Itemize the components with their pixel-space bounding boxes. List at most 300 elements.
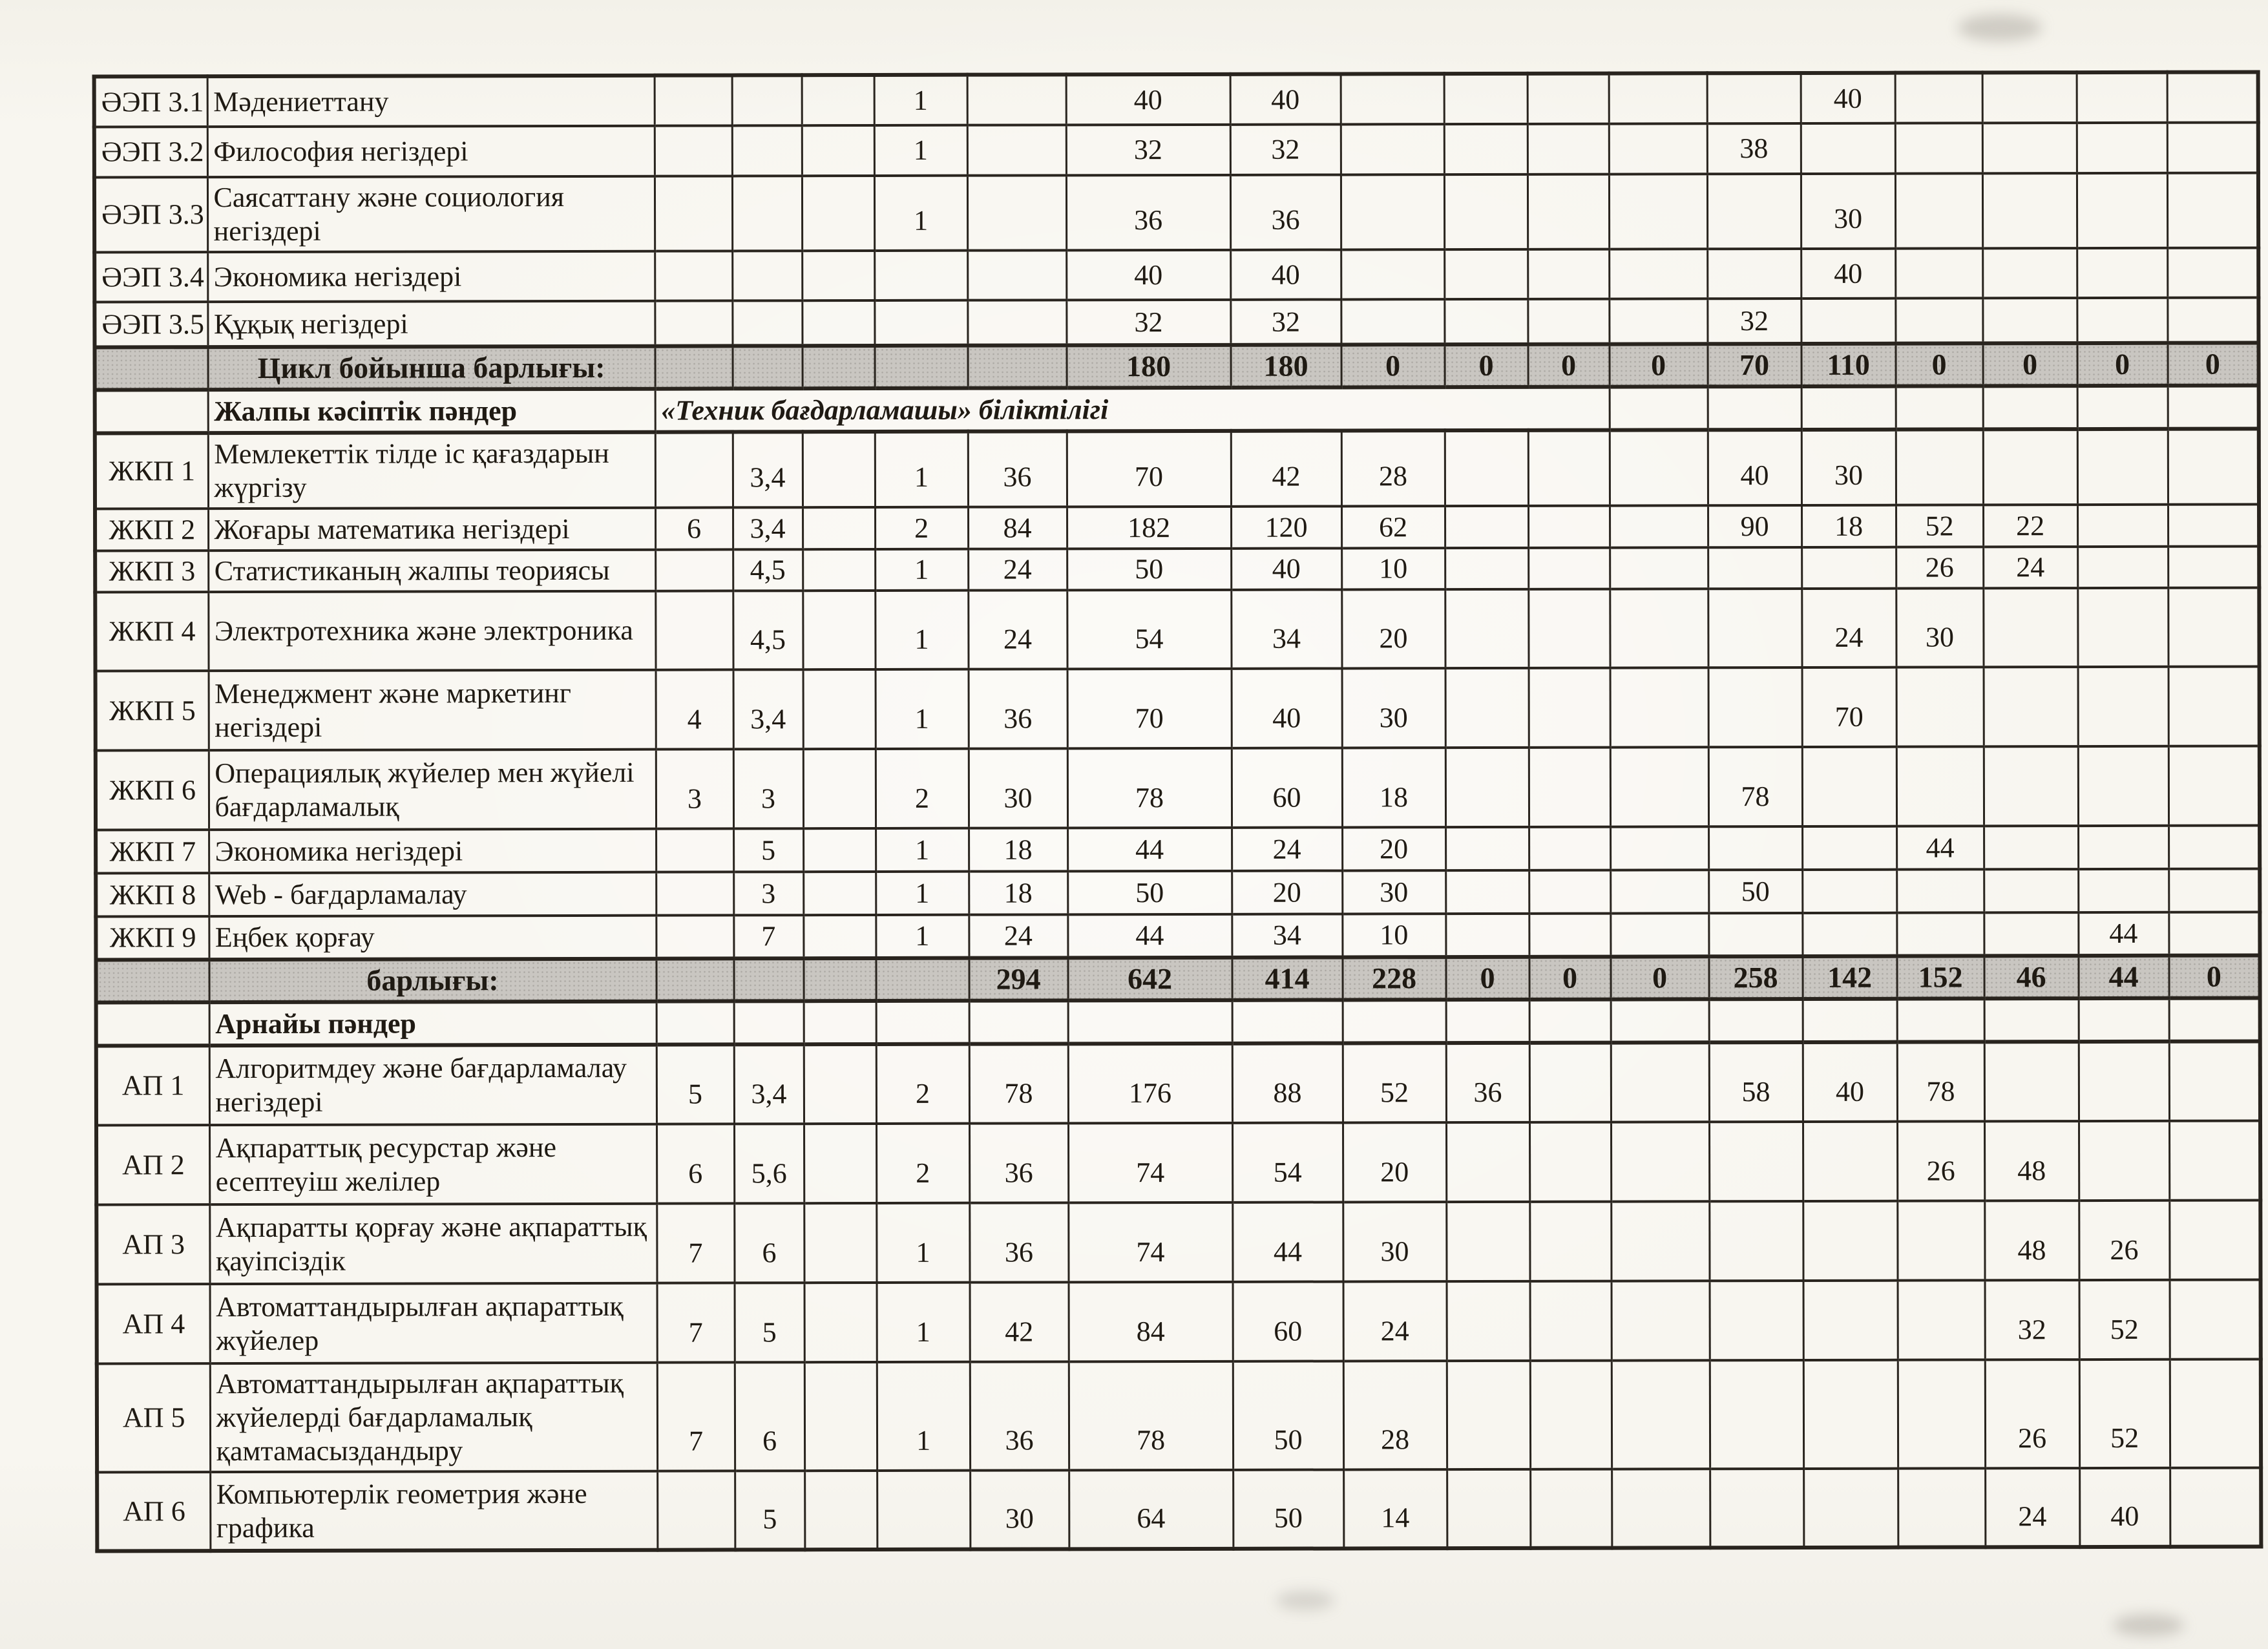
subject-code: ЖКП 3 <box>95 551 208 592</box>
value-cell <box>1610 430 1708 505</box>
subject-name: Құқық негіздері <box>207 301 655 347</box>
empty-cell <box>2169 998 2260 1041</box>
value-cell: 5,6 <box>734 1124 804 1203</box>
value-cell <box>1895 248 1982 298</box>
value-cell: 32 <box>1707 299 1801 344</box>
curriculum-table <box>92 70 2263 1553</box>
totals-code-cell <box>94 347 207 390</box>
subject-row <box>94 122 2258 177</box>
value-cell <box>732 75 802 125</box>
totals-value-cell: 70 <box>1707 344 1801 386</box>
value-cell <box>1612 1469 1710 1548</box>
value-cell <box>1610 667 1708 747</box>
totals-value-cell: 0 <box>1528 344 1609 387</box>
value-cell <box>1530 1361 1612 1469</box>
value-cell: 40 <box>1232 668 1342 748</box>
value-cell <box>1801 123 1895 174</box>
value-cell: 5 <box>735 1471 804 1549</box>
empty-cell <box>969 1000 1068 1044</box>
subject-code: ӘЭП 3.2 <box>94 127 207 177</box>
value-cell <box>2079 1042 2169 1121</box>
value-cell: 40 <box>1230 74 1341 124</box>
value-cell: 3 <box>656 749 733 828</box>
value-cell <box>2077 248 2167 298</box>
value-cell: 38 <box>1707 123 1801 174</box>
value-cell: 5 <box>733 828 803 872</box>
value-cell: 40 <box>1708 430 1801 505</box>
value-cell <box>2078 746 2168 826</box>
value-cell: 26 <box>1896 547 1983 588</box>
value-cell <box>1801 547 1896 589</box>
value-cell: 32 <box>1066 300 1230 346</box>
value-cell <box>1982 123 2077 173</box>
value-cell: 50 <box>1067 871 1232 915</box>
value-cell <box>2170 1359 2261 1467</box>
value-cell: 74 <box>1068 1123 1232 1203</box>
value-cell: 58 <box>1709 1042 1803 1122</box>
value-cell <box>1446 1122 1529 1202</box>
empty-cell <box>2168 385 2259 428</box>
subject-row <box>95 587 2259 671</box>
subject-row <box>95 504 2259 551</box>
value-cell <box>2170 1467 2261 1546</box>
value-cell: 3 <box>733 872 803 915</box>
value-cell <box>1444 249 1528 299</box>
value-cell: 40 <box>1230 249 1341 299</box>
subject-code: ЖКП 2 <box>95 509 208 551</box>
value-cell <box>1803 1281 1898 1360</box>
value-cell: 78 <box>1067 748 1232 828</box>
value-cell <box>802 75 874 125</box>
subject-row <box>97 1359 2261 1472</box>
totals-value-cell: 228 <box>1342 957 1445 1000</box>
value-cell: 26 <box>2079 1201 2169 1280</box>
value-cell <box>2077 123 2167 173</box>
value-cell: 120 <box>1231 506 1341 548</box>
empty-cell <box>1610 386 1708 430</box>
totals-value-cell: 294 <box>969 958 1067 1000</box>
value-cell: 50 <box>1708 870 1802 913</box>
empty-cell <box>1343 1000 1446 1043</box>
value-cell: 5 <box>656 1044 734 1124</box>
value-cell: 36 <box>1446 1043 1529 1122</box>
value-cell: 20 <box>1341 589 1445 668</box>
section-title: Жалпы кәсіптік пәндер <box>208 389 655 433</box>
value-cell <box>803 549 875 591</box>
subject-name: Менеджмент және маркетинг негіздері <box>209 670 656 750</box>
value-cell <box>1341 249 1444 299</box>
value-cell <box>1802 870 1896 913</box>
value-cell: 36 <box>1066 175 1230 251</box>
value-cell: 24 <box>968 549 1067 590</box>
subject-name: Ақпаратты қорғау және ақпараттық қауіпсіздік <box>209 1204 656 1284</box>
totals-value-cell: 0 <box>2077 343 2167 386</box>
value-cell: 44 <box>1067 914 1232 958</box>
value-cell: 84 <box>968 507 1067 549</box>
subject-row <box>94 297 2258 347</box>
section-header-row <box>95 385 2259 433</box>
value-cell <box>803 591 875 669</box>
totals-value-cell: 0 <box>1609 344 1707 386</box>
subject-name: Философия негіздері <box>207 126 655 177</box>
value-cell <box>874 251 967 300</box>
value-cell <box>803 828 876 872</box>
subject-name: Статистиканың жалпы теориясы <box>208 550 655 592</box>
value-cell <box>1609 249 1707 299</box>
value-cell <box>1609 123 1707 174</box>
value-cell: 22 <box>1983 505 2077 547</box>
empty-cell <box>1801 386 1896 430</box>
empty-cell <box>1803 999 1897 1042</box>
empty-cell <box>1611 999 1709 1042</box>
value-cell: 1 <box>876 828 969 872</box>
value-cell <box>732 300 802 346</box>
totals-value-cell <box>803 958 876 1001</box>
subject-name: Ақпараттық ресурстар және есептеуіш желілер <box>209 1124 656 1204</box>
subject-name: Экономика негіздері <box>207 251 655 302</box>
section-title: Арнайы пәндер <box>209 1002 656 1045</box>
value-cell: 18 <box>969 871 1067 914</box>
value-cell <box>1445 506 1528 548</box>
value-cell <box>1529 827 1610 870</box>
value-cell: 182 <box>1067 507 1231 549</box>
value-cell <box>1984 667 2078 746</box>
totals-value-cell: 0 <box>1529 957 1610 1000</box>
value-cell <box>1528 74 1609 124</box>
value-cell: 50 <box>1233 1361 1343 1469</box>
value-cell <box>1611 1122 1709 1201</box>
subject-code: АП 5 <box>97 1363 210 1472</box>
value-cell: 24 <box>968 590 1067 669</box>
value-cell <box>2079 1121 2169 1201</box>
value-cell <box>1529 1043 1611 1122</box>
value-cell <box>2078 826 2168 869</box>
value-cell: 176 <box>1068 1044 1232 1124</box>
value-cell <box>1447 1469 1530 1548</box>
value-cell: 24 <box>969 914 1067 958</box>
value-cell: 36 <box>970 1361 1069 1470</box>
value-cell <box>655 591 733 669</box>
value-cell: 4 <box>656 669 733 749</box>
value-cell: 10 <box>1342 914 1445 957</box>
value-cell: 54 <box>1232 1122 1343 1202</box>
value-cell: 6 <box>735 1362 804 1471</box>
value-cell <box>1982 173 2077 248</box>
value-cell: 7 <box>657 1283 735 1362</box>
subject-code: АП 2 <box>96 1125 209 1204</box>
subject-code: ЖКП 9 <box>96 916 209 960</box>
totals-value-cell: 44 <box>2078 956 2168 998</box>
value-cell <box>1895 173 1982 248</box>
value-cell: 30 <box>969 748 1067 828</box>
value-cell <box>732 251 802 300</box>
value-cell <box>1528 430 1610 506</box>
value-cell <box>2168 746 2260 825</box>
value-cell <box>1708 547 1801 589</box>
value-cell <box>1895 298 1982 343</box>
empty-cell <box>1068 1000 1232 1044</box>
value-cell: 1 <box>877 1362 970 1471</box>
value-cell <box>732 176 802 251</box>
value-cell <box>802 176 874 251</box>
value-cell: 24 <box>1343 1281 1447 1361</box>
value-cell <box>1707 73 1801 123</box>
value-cell: 30 <box>1342 870 1445 914</box>
value-cell <box>1896 429 1983 505</box>
subject-name: Электротехника және электроника <box>208 591 655 671</box>
value-cell <box>1529 1122 1611 1202</box>
value-cell <box>655 251 732 300</box>
value-cell <box>1896 912 1984 956</box>
value-cell <box>1445 827 1529 870</box>
value-cell: 1 <box>875 432 968 507</box>
subject-name: Операциялық жүйелер мен жүйелі бағдарламалық <box>209 750 656 830</box>
value-cell: 48 <box>1984 1201 2079 1280</box>
value-cell <box>1609 299 1707 344</box>
value-cell <box>1610 589 1708 667</box>
totals-value-cell <box>733 958 803 1001</box>
value-cell <box>655 176 732 251</box>
value-cell <box>1895 72 1982 123</box>
value-cell: 1 <box>874 125 967 176</box>
subject-row <box>96 666 2260 750</box>
subject-name: Еңбек қорғау <box>209 916 656 960</box>
value-cell <box>655 125 732 176</box>
value-cell <box>1898 1280 1985 1360</box>
value-cell <box>877 1471 970 1549</box>
value-cell <box>967 175 1066 250</box>
value-cell <box>656 828 733 872</box>
value-cell <box>1445 589 1528 668</box>
value-cell: 1 <box>876 915 969 958</box>
value-cell <box>1708 826 1802 870</box>
value-cell <box>2168 912 2260 955</box>
value-cell <box>1341 174 1444 249</box>
value-cell <box>1445 870 1529 914</box>
empty-cell <box>1896 386 1983 429</box>
value-cell <box>1982 248 2077 298</box>
totals-row <box>96 955 2260 1002</box>
subject-code: ЖКП 5 <box>96 671 209 750</box>
totals-value-cell: 180 <box>1230 344 1341 387</box>
value-cell: 14 <box>1343 1469 1447 1548</box>
value-cell <box>1444 299 1528 344</box>
value-cell <box>655 75 732 125</box>
scan-artifact <box>2113 1614 2184 1636</box>
value-cell: 48 <box>1984 1121 2079 1201</box>
value-cell <box>2167 72 2258 122</box>
value-cell: 1 <box>876 1203 969 1283</box>
value-cell <box>802 251 874 300</box>
value-cell <box>1898 1468 1985 1547</box>
value-cell: 2 <box>876 1044 969 1124</box>
empty-cell <box>1709 999 1803 1042</box>
value-cell <box>1445 748 1529 827</box>
value-cell <box>1803 1469 1898 1548</box>
subject-name: Web - бағдарламалау <box>209 872 656 916</box>
value-cell <box>1528 506 1610 548</box>
subject-code: АП 4 <box>97 1284 210 1363</box>
value-cell: 70 <box>1802 667 1896 747</box>
value-cell <box>1530 1469 1612 1548</box>
curriculum-table-wrap <box>92 70 2263 1553</box>
subject-name: Саясаттану және социология негіздері <box>207 176 655 252</box>
totals-value-cell: 152 <box>1896 956 1984 998</box>
value-cell <box>2077 72 2167 123</box>
value-cell <box>802 300 874 346</box>
value-cell: 30 <box>1801 174 1895 249</box>
value-cell <box>1984 912 2078 956</box>
subject-row <box>96 868 2260 916</box>
value-cell <box>1896 869 1984 912</box>
value-cell <box>1444 124 1528 174</box>
subject-row <box>96 1041 2260 1125</box>
subject-code: ӘЭП 3.5 <box>94 302 207 347</box>
value-cell <box>1529 1202 1611 1281</box>
totals-label: барлығы: <box>209 959 656 1002</box>
subject-code: ӘЭП 3.4 <box>94 252 207 302</box>
value-cell <box>2169 1200 2260 1279</box>
totals-value-cell: 642 <box>1067 958 1232 1001</box>
value-cell: 52 <box>1896 505 1983 547</box>
value-cell: 44 <box>2078 912 2168 956</box>
value-cell: 20 <box>1232 870 1342 914</box>
subject-row <box>94 72 2258 127</box>
value-cell: 1 <box>877 1283 970 1362</box>
value-cell <box>656 915 733 958</box>
value-cell <box>1708 667 1802 747</box>
value-cell: 70 <box>1067 669 1232 749</box>
value-cell <box>803 872 876 915</box>
value-cell <box>2169 1041 2260 1120</box>
scan-artifact <box>1958 14 2042 41</box>
value-cell: 60 <box>1233 1281 1343 1361</box>
value-cell: 24 <box>1232 827 1342 870</box>
totals-row <box>94 342 2258 390</box>
value-cell <box>1710 1281 1803 1360</box>
value-cell <box>1529 914 1610 957</box>
totals-value-cell: 414 <box>1232 957 1342 1000</box>
value-cell <box>2168 825 2260 868</box>
value-cell <box>803 507 875 549</box>
subject-row <box>96 746 2260 830</box>
value-cell <box>1529 870 1610 914</box>
value-cell: 52 <box>1343 1043 1446 1122</box>
subject-code: АП 1 <box>96 1045 209 1125</box>
value-cell: 7 <box>656 1203 734 1283</box>
value-cell <box>803 749 876 828</box>
value-cell: 40 <box>1801 73 1895 123</box>
value-cell: 26 <box>1985 1360 2079 1468</box>
value-cell: 52 <box>2079 1280 2170 1360</box>
value-cell: 36 <box>969 1203 1068 1282</box>
value-cell <box>1898 1360 1985 1468</box>
value-cell: 30 <box>1343 1202 1446 1281</box>
empty-cell <box>1983 386 2077 429</box>
value-cell <box>1707 249 1801 299</box>
subject-row <box>95 428 2259 509</box>
totals-code-cell <box>96 960 209 1002</box>
value-cell: 30 <box>1342 668 1445 748</box>
value-cell <box>1982 72 2077 123</box>
subject-code: ЖКП 4 <box>95 592 208 671</box>
value-cell: 10 <box>1341 548 1445 589</box>
empty-cell <box>1984 998 2079 1042</box>
subject-code: ЖКП 6 <box>96 750 209 830</box>
subject-name: Экономика негіздері <box>209 829 656 873</box>
value-cell: 78 <box>969 1044 1068 1123</box>
value-cell: 3,4 <box>733 432 803 507</box>
value-cell <box>1610 505 1708 547</box>
value-cell <box>1444 174 1528 249</box>
value-cell <box>967 125 1066 175</box>
value-cell: 3 <box>733 749 803 828</box>
value-cell: 2 <box>875 507 968 549</box>
subject-name: Автоматтандырылған ақпараттық жүйелер <box>210 1283 657 1363</box>
empty-cell <box>876 1001 969 1044</box>
value-cell <box>1982 298 2077 343</box>
value-cell <box>2078 869 2168 912</box>
empty-cell <box>2079 998 2169 1042</box>
totals-value-cell <box>732 346 802 388</box>
value-cell: 6 <box>656 1124 734 1203</box>
value-cell: 1 <box>875 591 968 669</box>
value-cell <box>1802 913 1896 956</box>
totals-value-cell: 142 <box>1802 956 1896 999</box>
value-cell: 36 <box>969 1123 1068 1203</box>
totals-value-cell: 258 <box>1708 956 1802 999</box>
subject-row <box>97 1279 2261 1363</box>
value-cell: 3,4 <box>733 669 803 749</box>
value-cell: 4,5 <box>733 549 803 591</box>
value-cell <box>1710 1469 1803 1548</box>
value-cell: 1 <box>874 176 967 251</box>
totals-value-cell <box>656 958 733 1001</box>
section-code-cell <box>96 1002 209 1045</box>
section-code-cell <box>95 390 208 433</box>
value-cell <box>2170 1279 2261 1359</box>
value-cell: 1 <box>874 75 967 125</box>
value-cell: 32 <box>1985 1280 2079 1360</box>
value-cell <box>804 1044 876 1124</box>
value-cell <box>2077 298 2167 343</box>
value-cell <box>2168 428 2259 504</box>
value-cell: 40 <box>1801 249 1895 299</box>
value-cell <box>804 1283 877 1362</box>
value-cell: 70 <box>1067 431 1231 507</box>
value-cell: 60 <box>1232 748 1342 827</box>
value-cell <box>2077 547 2168 588</box>
value-cell: 64 <box>1069 1470 1233 1549</box>
value-cell <box>1530 1281 1612 1361</box>
value-cell: 3,4 <box>734 1044 804 1124</box>
value-cell: 44 <box>1232 1202 1343 1281</box>
value-cell <box>1445 548 1528 589</box>
value-cell: 4,5 <box>733 591 803 669</box>
value-cell: 36 <box>968 431 1067 507</box>
value-cell: 2 <box>876 1124 969 1203</box>
totals-value-cell: 46 <box>1984 956 2078 998</box>
empty-cell <box>804 1001 876 1044</box>
value-cell: 88 <box>1232 1043 1343 1122</box>
totals-value-cell: 0 <box>1445 957 1529 1000</box>
totals-value-cell: 0 <box>1610 956 1708 999</box>
value-cell: 26 <box>1897 1121 1984 1201</box>
value-cell <box>2167 297 2258 342</box>
value-cell <box>1802 826 1896 870</box>
value-cell <box>657 1471 735 1549</box>
subject-name: Автоматтандырылған ақпараттық жүйелерді бағдарламалық қамтамасыздандыру <box>210 1363 657 1472</box>
